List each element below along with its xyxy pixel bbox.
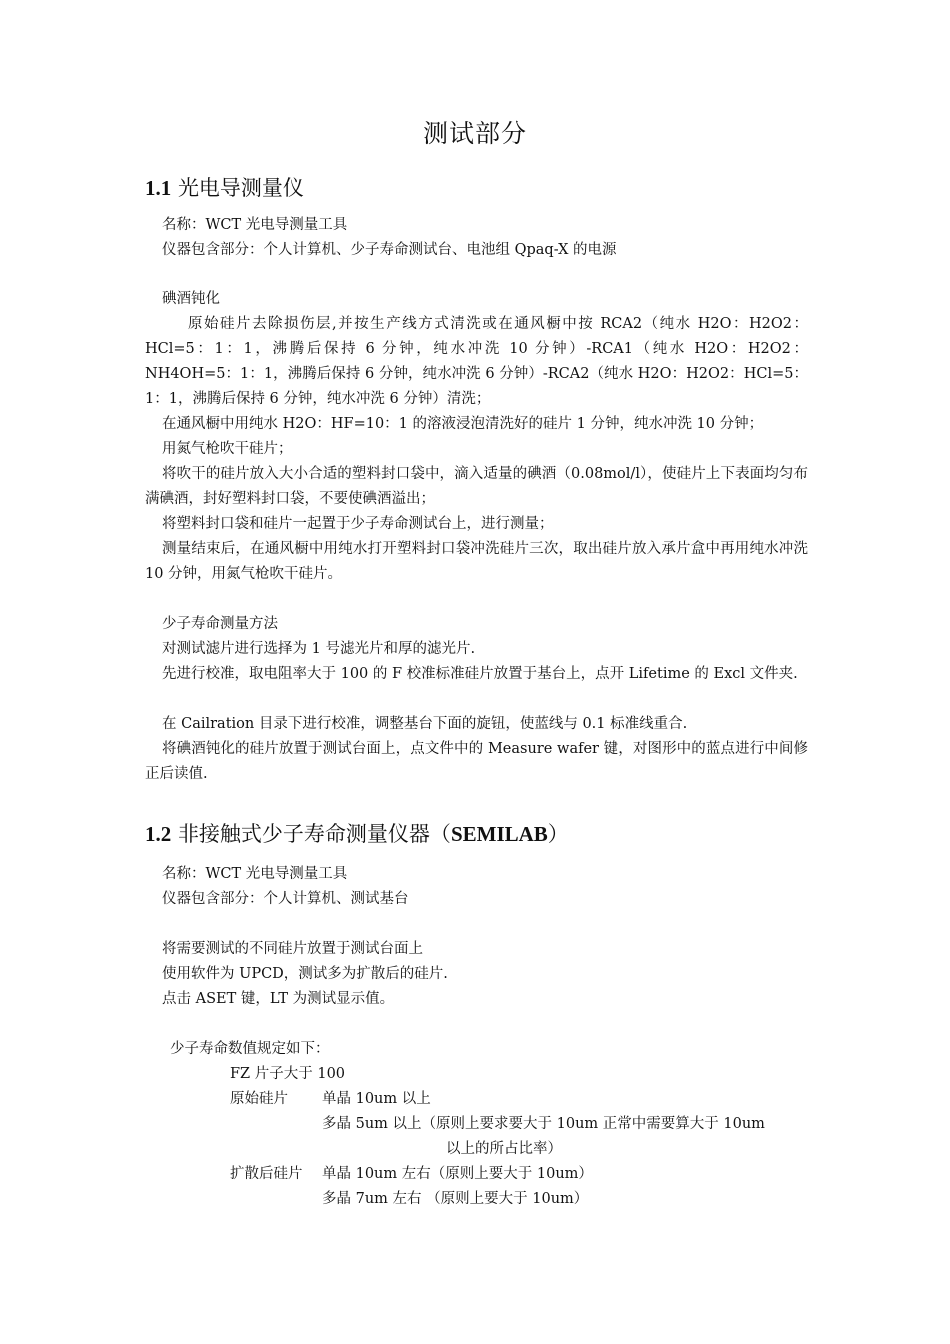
passivation-step-5: 将塑料封口袋和硅片一起置于少子寿命测试台上，进行测量； [162,516,554,532]
section-2-title-suffix: ） [547,822,569,846]
section-1-parts-line: 仪器包含部分：个人计算机、少子寿命测试台、电池组 Qpaq-X 的电源 [162,242,617,258]
method-step-1: 对测试滤片进行选择为 1 号滤光片和厚的滤光片. [162,641,476,657]
method-step-2: 先进行校准，取电阻率大于 100 的 F 校准标准硅片放置于基台上，点开 Lifetime 的 Excl 文件夹. [162,666,798,682]
spec-raw-poly-cont: 以上的所占比率） [446,1141,562,1157]
passivation-step-6: 测量结束后，在通风橱中用纯水打开塑料封口袋冲洗硅片三次，取出硅片放入承片盒中再用纯水冲洗 10 分钟，用氮气枪吹干硅片。 [145,541,808,582]
passivation-para-1: 原始硅片去除损伤层,并按生产线方式清洗或在通风橱中按 RCA2（纯水 H2O：H2O2：HCl=5：1：1，沸腾后保持 6 分钟，纯水冲洗 10 分钟）-RCA1（纯水 H2O：H2O2：NH4OH=5：1：1，沸腾后保持 6 分钟，纯水冲洗 6 分钟）-RCA2（纯水 H2O：H2O2：HCl=5：1：1，沸腾后保持 6 分钟，纯水冲洗 6 分钟）清洗； [145,316,808,407]
section-2-step-1: 将需要测试的不同硅片放置于测试台面上 [162,941,423,957]
section-1-heading [145,172,304,202]
spec-raw-mono: 单晶 10um 以上 [322,1091,431,1107]
method-heading: 少子寿命测量方法 [162,616,278,632]
section-2-title-bold: SEMILAB [450,822,548,846]
spec-fz: FZ 片子大于 100 [230,1066,346,1082]
section-1-title: 光电导测量仪 [177,176,304,200]
section-2-title: 非接触式少子寿命测量仪器（ [177,822,451,846]
section-2-parts-line: 仪器包含部分：个人计算机、测试基台 [162,891,409,907]
section-2-heading [145,818,569,848]
section-2-name-line: 名称：WCT 光电导测量工具 [162,866,348,882]
passivation-step-4: 将吹干的硅片放入大小合适的塑料封口袋中，滴入适量的碘酒（0.08mol/l），使硅片上下表面均匀布满碘酒，封好塑料封口袋，不要使碘酒溢出； [145,466,808,507]
spec-raw-poly: 多晶 5um 以上（原则上要求要大于 10um 正常中需要算大于 10um [322,1116,765,1132]
section-1-name-line: 名称：WCT 光电导测量工具 [162,217,348,233]
spec-diff-label: 扩散后硅片 [230,1166,303,1182]
section-2-number: 1.2 [145,822,172,846]
spec-diff-poly: 多晶 7um 左右 （原则上要大于 10um） [322,1191,589,1207]
method-step-3: 在 Cailration 目录下进行校准，调整基台下面的旋钮，使蓝线与 0.1 标准线重合. [162,716,688,732]
spec-heading: 少子寿命数值规定如下： [170,1041,330,1057]
section-2-step-2: 使用软件为 UPCD，测试多为扩散后的硅片. [162,966,448,982]
passivation-step-3: 用氮气枪吹干硅片； [162,441,293,457]
passivation-step-2: 在通风橱中用纯水 H2O：HF=10：1 的溶液浸泡清洗好的硅片 1 分钟，纯水冲洗 10 分钟； [162,416,764,432]
section-1-number: 1.1 [145,176,172,200]
spec-raw-label: 原始硅片 [230,1091,288,1107]
spec-diff-mono: 单晶 10um 左右（原则上要大于 10um） [322,1166,593,1182]
passivation-heading: 碘酒钝化 [162,291,220,307]
page-title: 测试部分 [422,119,527,148]
section-2-step-3: 点击 ASET 键，LT 为测试显示值。 [162,991,395,1007]
method-step-4: 将碘酒钝化的硅片放置于测试台面上，点文件中的 Measure wafer 键，对图形中的蓝点进行中间修正后读值. [145,741,808,782]
